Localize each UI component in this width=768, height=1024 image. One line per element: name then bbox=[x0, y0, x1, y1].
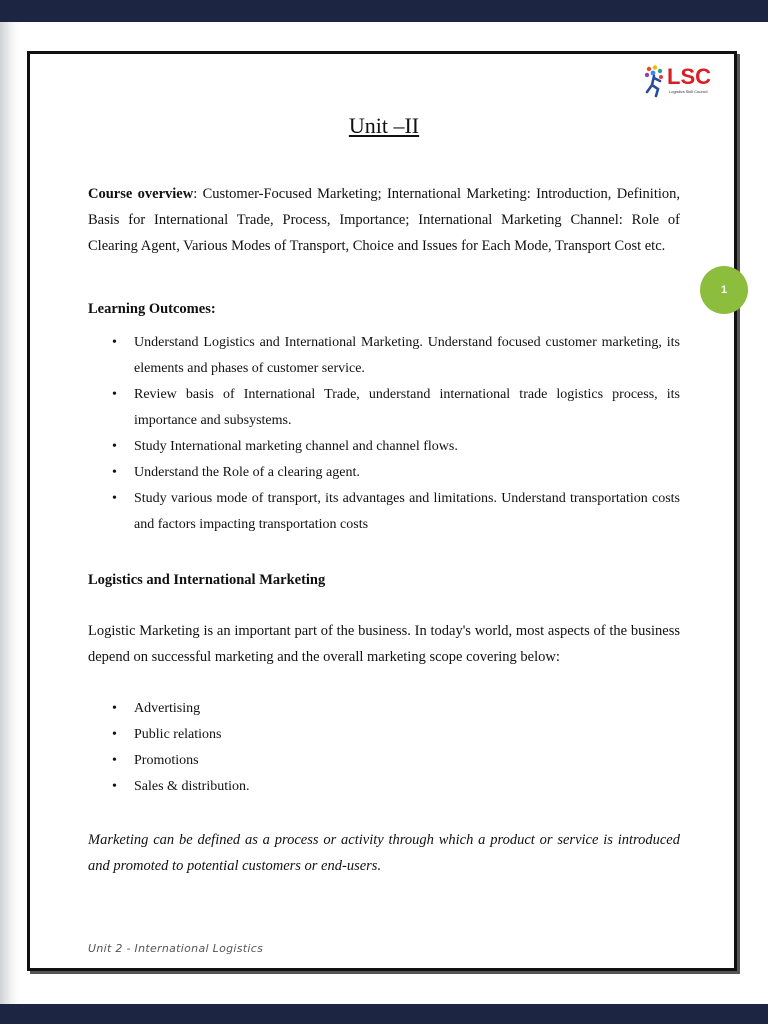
page-number-badge: 1 bbox=[700, 266, 748, 314]
left-edge bbox=[0, 22, 20, 1004]
lsc-logo bbox=[643, 64, 721, 100]
runner-icon bbox=[643, 64, 667, 98]
course-overview-text: : Customer-Focused Marketing; International Marketing: Introduction, Definition, Basis for International Trade, Process, Importance; International Marketing Channel: Role of Clearing Agent, Various Modes of Transport, Choice and Issues for Each Mode, Transport Cost etc. bbox=[88, 186, 680, 254]
list-item: • Study various mode of transport, its advantages and limitations. Understand transportation costs and factors impacting transportation costs bbox=[88, 486, 680, 538]
list-item: • Study International marketing channel and channel flows. bbox=[88, 434, 680, 460]
marketing-definition: Marketing can be defined as a process or activity through which a product or service is introduced and promoted to potential customers or end-users. bbox=[88, 832, 680, 874]
list-item: • Sales & distribution. bbox=[88, 774, 680, 800]
list-item: • Promotions bbox=[88, 748, 680, 774]
course-overview bbox=[88, 181, 680, 259]
section-heading: Logistics and International Marketing bbox=[88, 572, 326, 588]
course-overview-label: Course overview bbox=[88, 186, 194, 202]
page-footer: Unit 2 - International Logistics bbox=[88, 942, 264, 955]
list-item: • Review basis of International Trade, understand international trade logistics process, its importance and subsystems. bbox=[88, 382, 680, 434]
marketing-scope-list bbox=[88, 696, 680, 800]
list-item: • Understand the Role of a clearing agent. bbox=[88, 460, 680, 486]
learning-outcomes-heading: Learning Outcomes: bbox=[88, 301, 216, 317]
logo-brand: LSC bbox=[667, 64, 711, 89]
list-item: • Public relations bbox=[88, 722, 680, 748]
top-bar bbox=[0, 0, 768, 22]
list-item: • Understand Logistics and International Marketing. Understand focused customer marketing, its elements and phases of customer service. bbox=[88, 330, 680, 382]
learning-outcomes-list bbox=[88, 330, 680, 538]
unit-title: Unit –II bbox=[348, 113, 420, 138]
logo-tagline: Logistics Skill Council bbox=[669, 89, 708, 94]
section-intro: Logistic Marketing is an important part of the business. In today's world, most aspects of the business depend on successful marketing and the overall marketing scope covering below: bbox=[88, 623, 680, 665]
list-item: • Advertising bbox=[88, 696, 680, 722]
bottom-bar bbox=[0, 1004, 768, 1024]
